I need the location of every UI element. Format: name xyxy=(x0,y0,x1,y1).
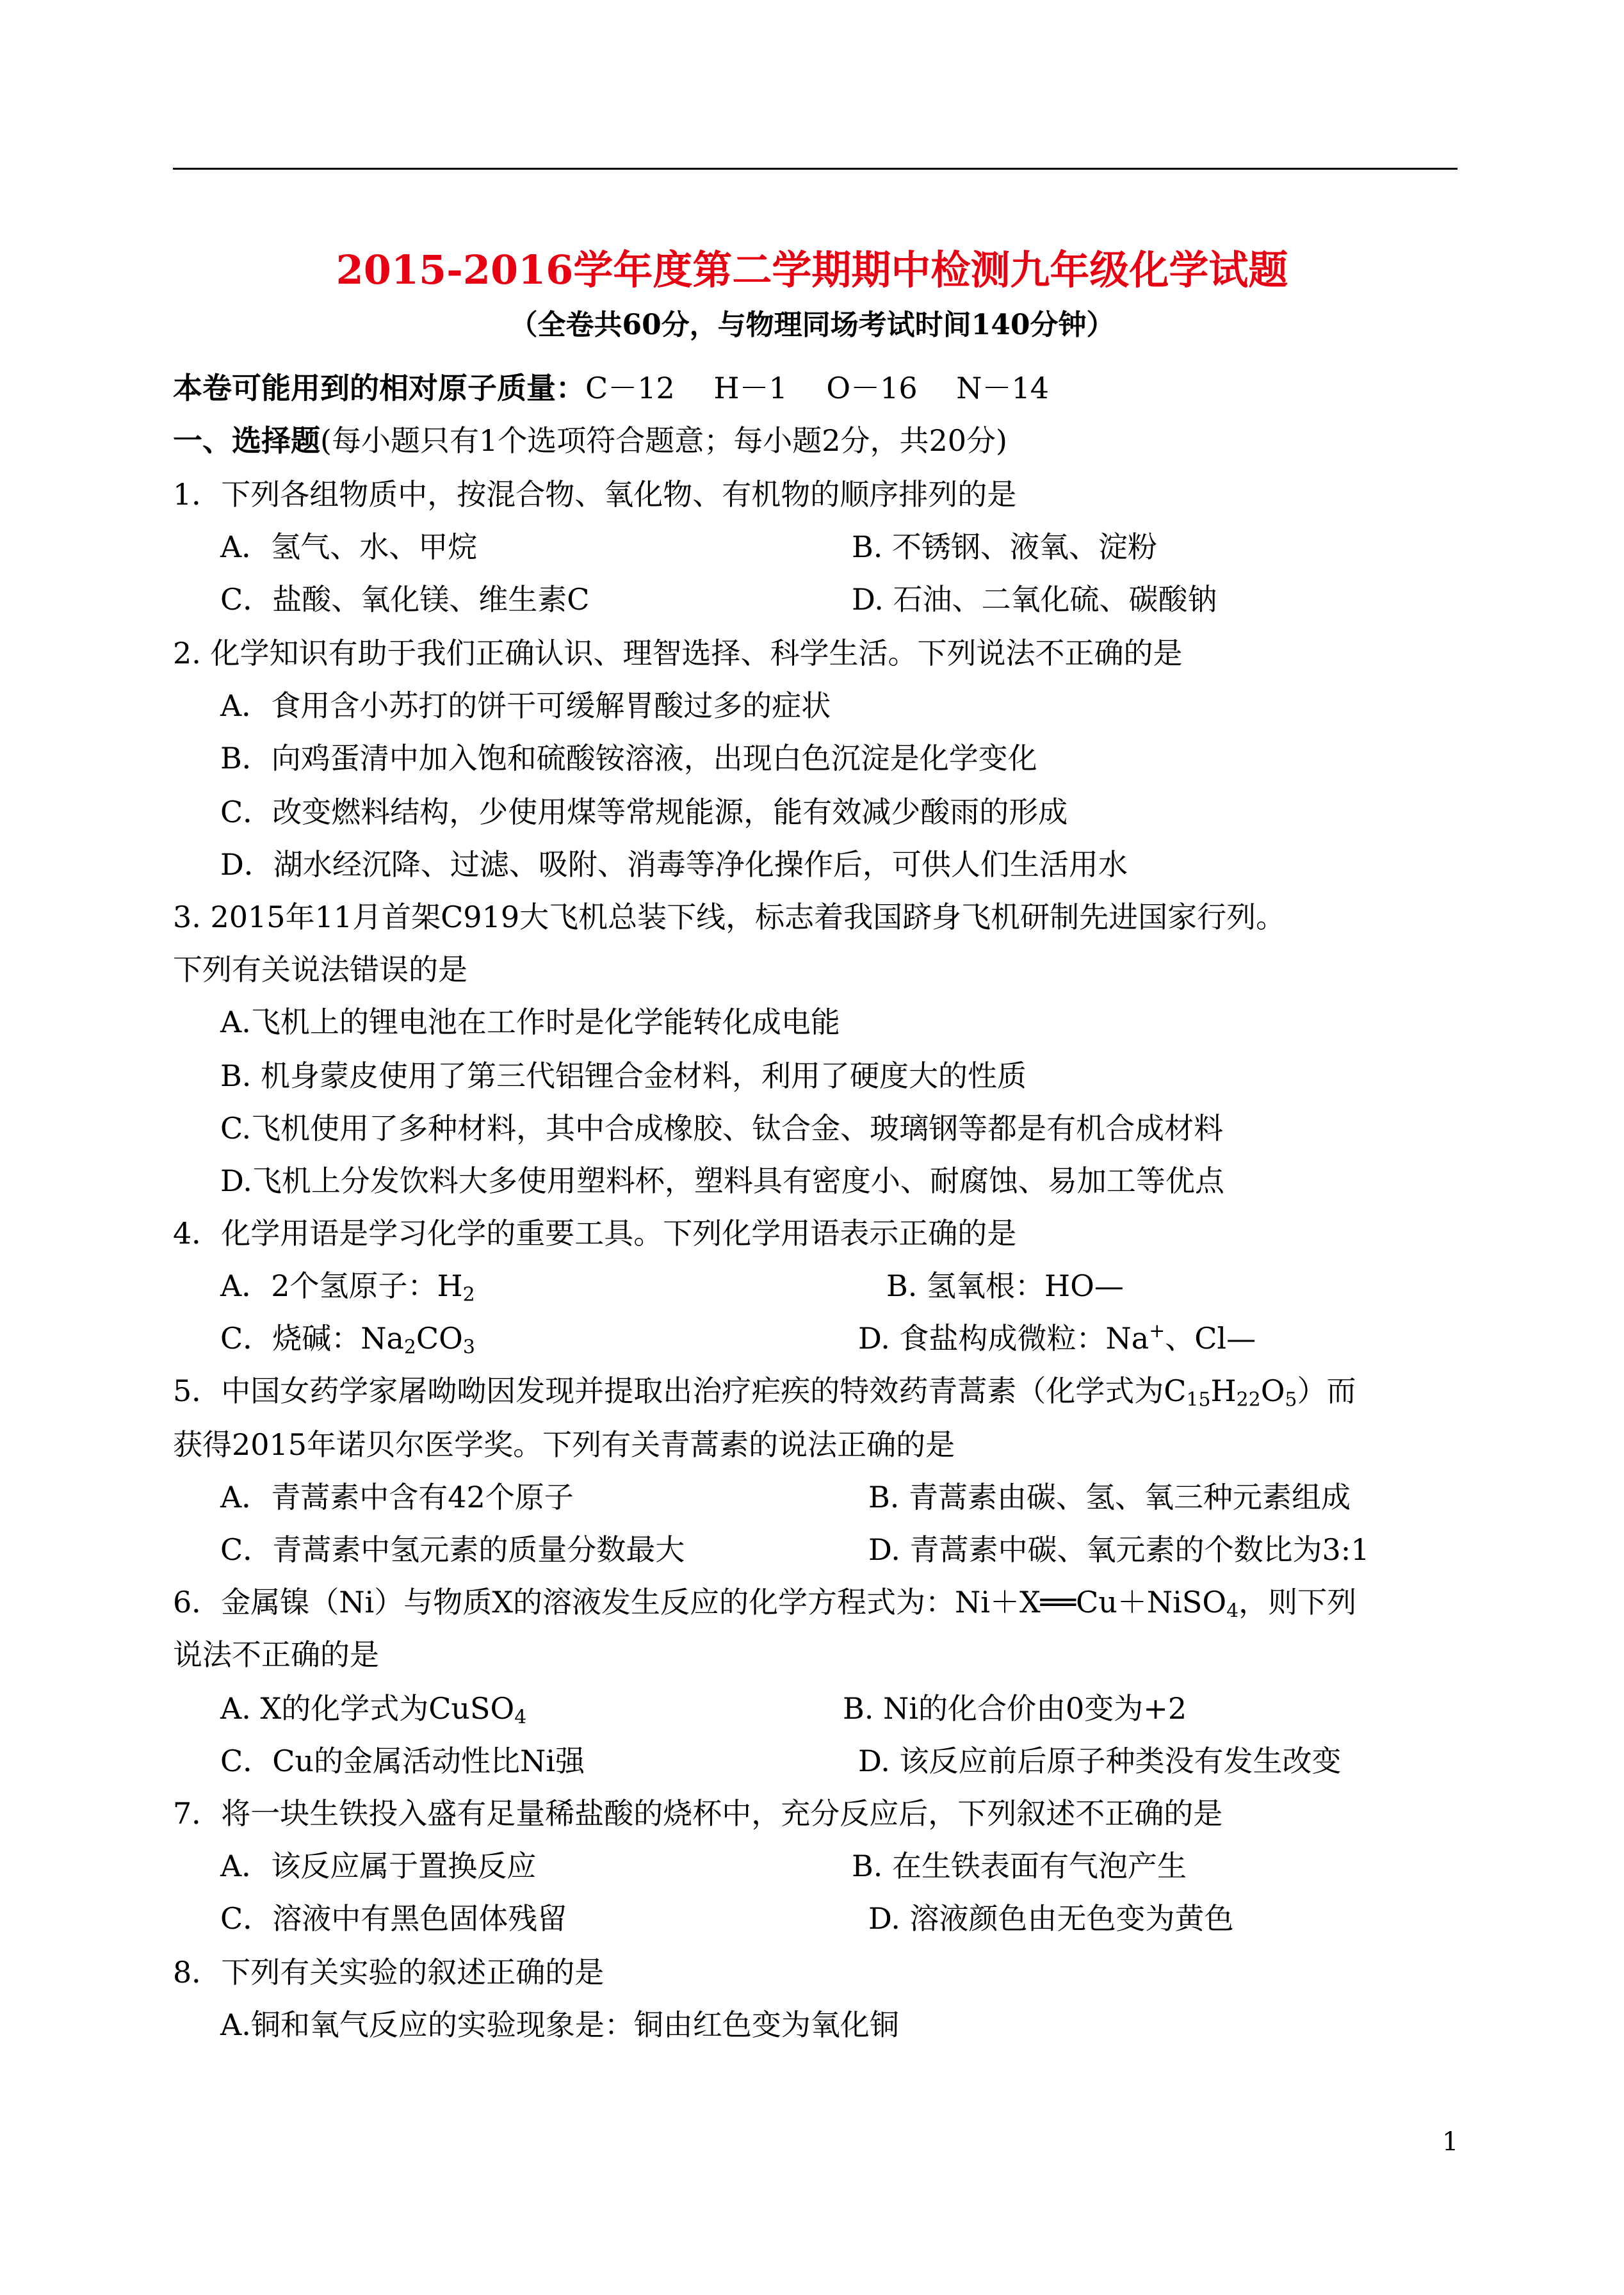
question-2-stem: 2. 化学知识有助于我们正确认识、理智选择、科学生活。下列说法不正确的是 xyxy=(173,636,1183,670)
section-label: 一、选择题 xyxy=(173,423,320,458)
q3-option-d: D.飞机上分发饮料大多使用塑料杯，塑料具有密度小、耐腐蚀、易加工等优点 xyxy=(220,1164,1224,1198)
q8-option-a: A.铜和氧气反应的实验现象是：铜由红色变为氧化铜 xyxy=(220,2007,899,2042)
q2-option-c: C．改变燃料结构，少使用煤等常规能源，能有效减少酸雨的形成 xyxy=(220,795,1068,829)
question-6-stem: 6．金属镍（Ni）与物质X的溶液发生反应的化学方程式为：Ni＋X══Cu＋NiSO$_4$，则下列 xyxy=(173,1585,1357,1623)
q6-option-d: D. 该反应前后原子种类没有发生改变 xyxy=(858,1744,1342,1778)
page-title: 2015-2016学年度第二学期期中检测九年级化学试题 xyxy=(336,247,1288,293)
q4-option-b: B. 氢氧根：HO— xyxy=(886,1269,1124,1303)
q5-option-d: D. 青蒿素中碳、氧元素的个数比为3:1 xyxy=(868,1532,1370,1567)
question-7-stem: 7．将一块生铁投入盛有足量稀盐酸的烧杯中，充分反应后，下列叙述不正确的是 xyxy=(173,1796,1223,1831)
q6-option-c: C．Cu的金属活动性比Ni强 xyxy=(220,1744,585,1778)
atomic-mass-values: C－12 H－1 O－16 N－14 xyxy=(585,371,1050,405)
question-6-stem-cont: 说法不正确的是 xyxy=(173,1637,379,1672)
question-3-stem: 3. 2015年11月首架C919大飞机总装下线，标志着我国跻身飞机研制先进国家行列。 xyxy=(173,900,1286,934)
q3-option-c: C.飞机使用了多种材料，其中合成橡胶、钛合金、玻璃钢等都是有机合成材料 xyxy=(220,1111,1224,1146)
section-heading xyxy=(173,421,1007,460)
q5-option-c: C．青蒿素中氢元素的质量分数最大 xyxy=(220,1532,685,1567)
q5-option-b: B. 青蒿素由碳、氢、氧三种元素组成 xyxy=(868,1480,1351,1514)
atomic-mass-label: 本卷可能用到的相对原子质量： xyxy=(173,371,585,405)
q3-option-a: A.飞机上的锂电池在工作时是化学能转化成电能 xyxy=(220,1005,840,1039)
q1-option-b: B. 不锈钢、液氧、淀粉 xyxy=(852,530,1158,564)
q1-option-c: C．盐酸、氧化镁、维生素C xyxy=(220,582,590,617)
q7-option-b: B. 在生铁表面有气泡产生 xyxy=(852,1849,1187,1883)
q1-option-d: D. 石油、二氧化硫、碳酸钠 xyxy=(852,582,1217,617)
section-note: (每小题只有1个选项符合题意；每小题2分，共20分) xyxy=(320,423,1007,458)
question-8-stem: 8．下列有关实验的叙述正确的是 xyxy=(173,1955,605,1990)
question-3-stem-cont: 下列有关说法错误的是 xyxy=(173,952,467,987)
page-number: 1 xyxy=(1442,2127,1459,2157)
page-subtitle: （全卷共60分，与物理同场考试时间140分钟） xyxy=(509,309,1115,341)
q4-option-c: C．烧碱：$Na_2CO_3$ xyxy=(220,1321,475,1359)
question-1-stem: 1．下列各组物质中，按混合物、氧化物、有机物的顺序排列的是 xyxy=(173,477,1017,512)
q6-option-a: A. X的化学式为CuSO$_4$ xyxy=(220,1691,527,1729)
q6-option-b: B. Ni的化合价由0变为+2 xyxy=(843,1691,1187,1726)
q2-option-a: A．食用含小苏打的饼干可缓解胃酸过多的症状 xyxy=(220,688,831,723)
q7-option-d: D. 溶液颜色由无色变为黄色 xyxy=(868,1901,1234,1936)
q3-option-b: B. 机身蒙皮使用了第三代铝锂合金材料，利用了硬度大的性质 xyxy=(220,1058,1027,1093)
q1-option-a: A．氢气、水、甲烷 xyxy=(220,530,478,564)
header-rule xyxy=(173,168,1458,170)
atomic-mass-line xyxy=(173,369,1049,407)
q5-option-a: A．青蒿素中含有42个原子 xyxy=(220,1480,574,1514)
question-5-stem-cont: 获得2015年诺贝尔医学奖。下列有关青蒿素的说法正确的是 xyxy=(173,1427,955,1462)
q2-option-d: D．湖水经沉降、过滤、吸附、消毒等净化操作后，可供人们生活用水 xyxy=(220,847,1128,882)
q2-option-b: B．向鸡蛋清中加入饱和硫酸铵溶液，出现白色沉淀是化学变化 xyxy=(220,741,1037,775)
question-5-stem: 5．中国女药学家屠呦呦因发现并提取出治疗疟疾的特效药青蒿素（化学式为$C_{15}H_{22}O_5$）而 xyxy=(173,1374,1356,1411)
q4-option-a: A．2个氢原子：$H_2$ xyxy=(220,1269,475,1306)
question-4-stem: 4．化学用语是学习化学的重要工具。下列化学用语表示正确的是 xyxy=(173,1216,1017,1251)
q7-option-c: C．溶液中有黑色固体残留 xyxy=(220,1901,567,1936)
q4-option-d: D. 食盐构成微粒：Na+、Cl— xyxy=(858,1320,1256,1356)
q7-option-a: A．该反应属于置换反应 xyxy=(220,1849,537,1883)
